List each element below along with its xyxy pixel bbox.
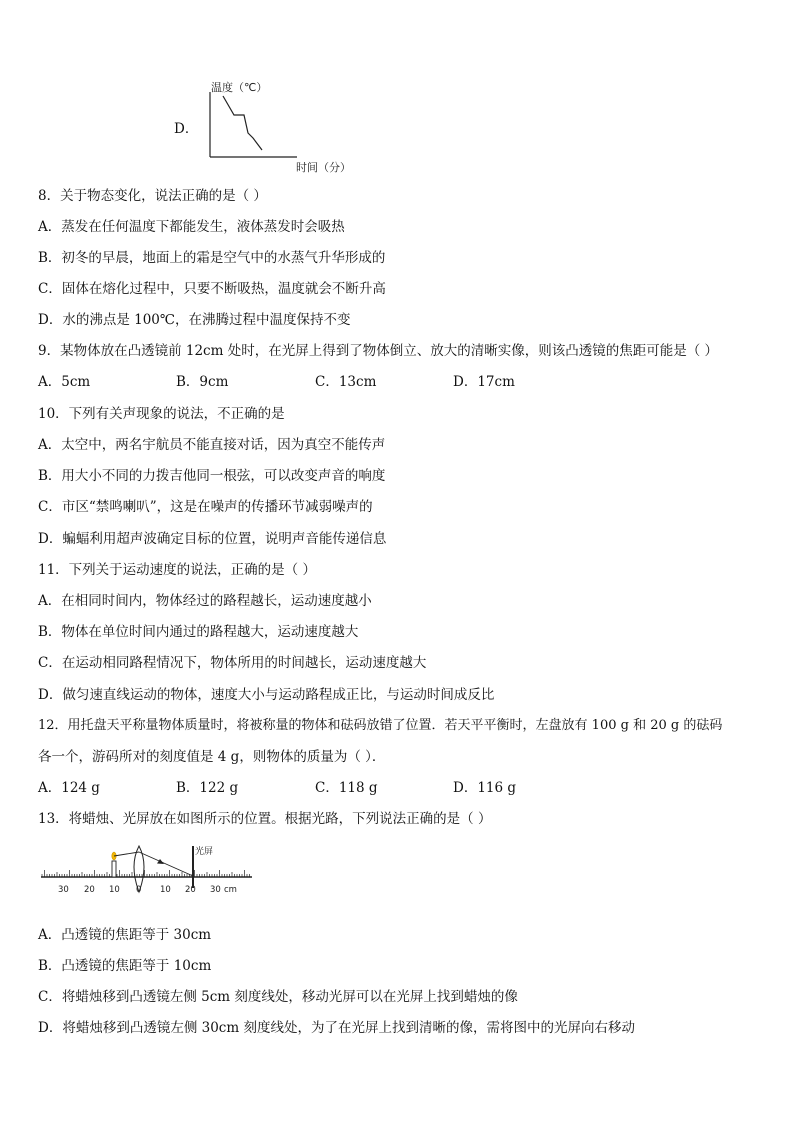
graph-x-label: 时间（分）	[296, 161, 351, 174]
graph-y-label: 温度（℃）	[211, 81, 268, 94]
q8-option-b: B．初冬的早晨，地面上的霜是空气中的水蒸气升华形成的	[38, 250, 386, 266]
q8-stem: 8．关于物态变化，说法正确的是（ ）	[38, 188, 267, 204]
q9-option-c: C．13cm	[315, 374, 377, 390]
scale-label-left-20: 20	[84, 885, 95, 895]
q10-stem: 10．下列有关声现象的说法，不正确的是	[38, 406, 285, 422]
q11-stem: 11．下列关于运动速度的说法，正确的是（ ）	[38, 562, 316, 578]
scale-label-left-30: 30	[58, 885, 69, 895]
candle-body	[112, 861, 116, 877]
q9-option-b: B．9cm	[176, 374, 229, 390]
q8-option-c: C．固体在熔化过程中，只要不断吸热，温度就会不断升高	[38, 281, 386, 297]
graph-curve	[223, 96, 262, 150]
q8-option-a: A．蒸发在任何温度下都能发生，液体蒸发时会吸热	[38, 219, 345, 235]
q10-option-c: C．市区“禁鸣喇叭”，这是在噪声的传播环节减弱噪声的	[38, 499, 373, 515]
q7-option-d-label: D．	[174, 121, 199, 137]
ruler-ticks	[42, 870, 250, 877]
q10-option-a: A．太空中，两名宇航员不能直接对话，因为真空不能传声	[38, 437, 386, 453]
q13-stem: 13．将蜡烛、光屏放在如图所示的位置。根据光路，下列说法正确的是（ ）	[38, 811, 492, 827]
q13-optical-bench-figure	[38, 840, 258, 902]
q12-option-c: C．118 g	[315, 780, 378, 796]
q12-stem-line2: 各一个，游码所对的刻度值是 4 g，则物体的质量为（ ）．	[38, 749, 386, 765]
q12-option-a: A．124 g	[38, 780, 100, 796]
scale-label-right-20: 20	[185, 885, 196, 895]
screen-label: 光屏	[195, 847, 214, 857]
q10-option-b: B．用大小不同的力拨吉他同一根弦，可以改变声音的响度	[38, 468, 386, 484]
scale-label-right-10: 10	[160, 885, 171, 895]
q11-option-c: C．在运动相同路程情况下，物体所用的时间越长，运动速度越大	[38, 655, 427, 671]
q13-option-b: B．凸透镜的焦距等于 10cm	[38, 958, 212, 974]
ray-arrow-head	[157, 859, 164, 864]
scale-label-right-30: 30	[210, 885, 221, 895]
q11-option-d: D．做匀速直线运动的物体，速度大小与运动路程成正比，与运动时间成反比	[38, 687, 495, 703]
q7-temperature-graph	[200, 78, 370, 176]
q11-option-a: A．在相同时间内，物体经过的路程越长，运动速度越小	[38, 593, 372, 609]
light-ray-refracted	[139, 852, 193, 876]
scale-label-zero: 0	[136, 885, 142, 895]
q13-option-d: D．将蜡烛移到凸透镜左侧 30cm 刻度线处，为了在光屏上找到清晰的像，需将图中的光屏向右移动	[38, 1020, 635, 1036]
q12-stem-line1: 12．用托盘天平称量物体质量时，将被称量的物体和砝码放错了位置．若天平平衡时，左盘放有 100 g 和 20 g 的砝码	[38, 718, 723, 733]
q12-option-d: D．116 g	[453, 780, 517, 796]
q11-option-b: B．物体在单位时间内通过的路程越大，运动速度越大	[38, 624, 359, 640]
scale-unit: cm	[224, 885, 237, 895]
q8-option-d: D．水的沸点是 100℃，在沸腾过程中温度保持不变	[38, 312, 351, 328]
q10-option-d: D．蝙蝠利用超声波确定目标的位置，说明声音能传递信息	[38, 531, 387, 547]
q13-option-a: A．凸透镜的焦距等于 30cm	[38, 927, 212, 943]
q9-option-d: D．17cm	[453, 374, 515, 390]
q9-option-a: A．5cm	[38, 374, 91, 390]
q13-option-c: C．将蜡烛移到凸透镜左侧 5cm 刻度线处，移动光屏可以在光屏上找到蜡烛的像	[38, 989, 518, 1005]
q9-stem: 9．某物体放在凸透镜前 12cm 处时，在光屏上得到了物体倒立、放大的清晰实像，则该凸透镜的焦距可能是（ ）	[38, 343, 719, 359]
scale-label-left-10: 10	[109, 885, 120, 895]
q12-option-b: B．122 g	[176, 780, 239, 796]
